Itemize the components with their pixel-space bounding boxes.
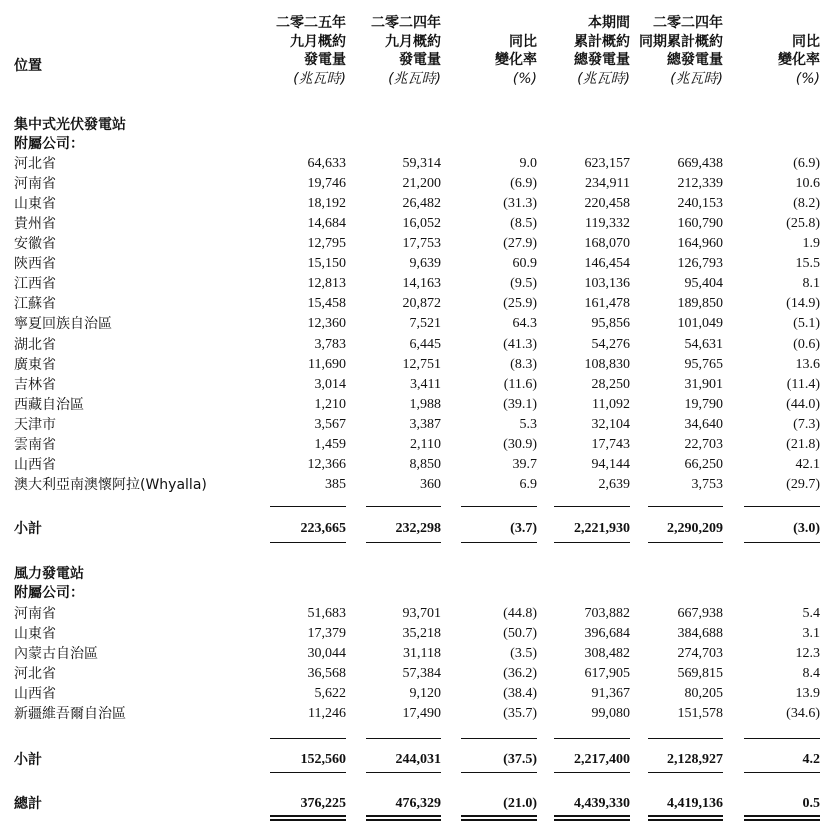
- value-cell: 3,783: [314, 336, 346, 352]
- value-cell: 703,882: [584, 606, 630, 621]
- row-location: 湖北省: [14, 336, 56, 353]
- value-cell: (35.7): [503, 706, 537, 721]
- value-cell: (25.9): [503, 296, 537, 312]
- value-cell: 164,960: [677, 236, 723, 252]
- value-cell: 6.9: [519, 476, 537, 492]
- value-cell: 12,360: [307, 316, 346, 332]
- table-row: [0, 314, 834, 334]
- value-cell: (41.3): [503, 336, 537, 352]
- value-cell: 1.9: [802, 236, 820, 252]
- value-cell: 8,850: [409, 456, 441, 472]
- value-cell: 11,690: [308, 356, 346, 372]
- subtotal-label: 小計: [14, 521, 42, 537]
- table-row: [0, 604, 834, 624]
- location-header: 位置: [14, 58, 42, 74]
- value-cell: 12,366: [307, 456, 346, 472]
- section-title-solar: 集中式光伏發電站: [14, 117, 126, 133]
- table-row: [0, 395, 834, 415]
- rule-line: [744, 815, 820, 817]
- value-cell: (36.2): [503, 666, 537, 681]
- rule-line: [648, 542, 723, 543]
- table-row: [0, 624, 834, 644]
- row-location: 內蒙古自治區: [14, 646, 98, 662]
- row-location: 山東省: [14, 196, 56, 213]
- table-row: [0, 684, 834, 704]
- rule-line: [744, 772, 820, 773]
- rule-line: [461, 815, 537, 817]
- value-cell: 5.3: [519, 416, 537, 432]
- rule-line: [648, 815, 723, 817]
- rule-line: [744, 506, 820, 507]
- value-cell: 103,136: [584, 276, 630, 292]
- value-cell: 60.9: [512, 256, 537, 272]
- value-cell: 95,404: [684, 276, 723, 292]
- row-location: 山西省: [14, 456, 56, 473]
- value-cell: 94,144: [591, 456, 630, 472]
- value-cell: 20,872: [402, 296, 441, 312]
- value-cell: 13.9: [795, 686, 820, 701]
- value-cell: 3.1: [802, 626, 820, 641]
- value-cell: 18,192: [307, 196, 346, 212]
- value-cell: 223,665: [300, 521, 346, 536]
- value-cell: 9,639: [409, 256, 441, 272]
- value-cell: 234,911: [585, 176, 630, 192]
- row-location: 寧夏回族自治區: [14, 316, 112, 333]
- value-cell: (21.0): [503, 796, 537, 811]
- value-cell: 4.2: [802, 752, 820, 767]
- value-cell: 152,560: [300, 752, 346, 767]
- header-col-sep-2025: 二零二五年 九月概約 發電量 (兆瓦時): [276, 15, 346, 87]
- value-cell: 101,049: [677, 316, 723, 332]
- rule-line: [366, 542, 441, 543]
- value-cell: 220,458: [584, 196, 630, 212]
- value-cell: (3.0): [793, 521, 820, 536]
- value-cell: (5.1): [793, 316, 820, 332]
- table-row: [0, 174, 834, 194]
- value-cell: 32,104: [591, 416, 630, 432]
- value-cell: 168,070: [584, 236, 630, 252]
- unit-label: (兆瓦時): [670, 70, 723, 87]
- value-cell: 12,795: [307, 236, 346, 252]
- rule-line: [366, 815, 441, 817]
- value-cell: 15.5: [795, 256, 820, 272]
- value-cell: 34,640: [684, 416, 723, 432]
- value-cell: 376,225: [300, 796, 346, 811]
- value-cell: (30.9): [503, 436, 537, 452]
- value-cell: 3,753: [691, 476, 723, 492]
- rule-line: [461, 738, 537, 739]
- table-row: [0, 375, 834, 395]
- rule-line: [270, 819, 346, 821]
- value-cell: 93,701: [402, 606, 441, 621]
- value-cell: 17,753: [402, 236, 441, 252]
- value-cell: 19,746: [307, 176, 346, 192]
- value-cell: (29.7): [786, 476, 820, 492]
- rule-line: [461, 772, 537, 773]
- rule-line: [270, 506, 346, 507]
- value-cell: 14,684: [307, 216, 346, 232]
- rule-line: [648, 506, 723, 507]
- total-label: 總計: [14, 796, 42, 812]
- table-row: [0, 435, 834, 455]
- rule-line: [744, 738, 820, 739]
- row-location: 廣東省: [14, 356, 56, 373]
- value-cell: 617,905: [584, 666, 630, 681]
- row-location: 河南省: [14, 176, 56, 193]
- value-cell: 22,703: [684, 436, 723, 452]
- section-subtitle-wind: 附屬公司：: [14, 585, 84, 601]
- table-row: [0, 194, 834, 214]
- section-subtitle-solar: 附屬公司：: [14, 136, 84, 152]
- header-col-sep-2024: 二零二四年 九月概約 發電量 (兆瓦時): [371, 15, 441, 87]
- value-cell: 14,163: [402, 276, 441, 292]
- row-location: 河北省: [14, 666, 56, 682]
- value-cell: 160,790: [677, 216, 723, 232]
- row-location: 貴州省: [14, 216, 56, 233]
- value-cell: 51,683: [307, 606, 346, 621]
- row-location: 江蘇省: [14, 296, 56, 313]
- rule-line: [270, 738, 346, 739]
- value-cell: 4,419,136: [667, 796, 723, 811]
- rule-line: [648, 738, 723, 739]
- value-cell: (8.5): [510, 216, 537, 232]
- header-col-ytd-2024: 二零二四年 同期累計概約 總發電量 (兆瓦時): [639, 15, 723, 87]
- table-row: [0, 355, 834, 375]
- table-row: [0, 644, 834, 664]
- value-cell: (8.3): [510, 356, 537, 372]
- value-cell: 274,703: [677, 646, 723, 661]
- value-cell: (50.7): [503, 626, 537, 641]
- rule-line: [270, 815, 346, 817]
- value-cell: 12,813: [307, 276, 346, 292]
- value-cell: (11.4): [786, 376, 820, 392]
- table-row: [0, 274, 834, 294]
- value-cell: 2,639: [598, 476, 630, 492]
- value-cell: 232,298: [395, 521, 441, 536]
- unit-label: (兆瓦時): [388, 70, 441, 87]
- value-cell: 28,250: [591, 376, 630, 392]
- value-cell: (39.1): [503, 396, 537, 412]
- value-cell: 95,765: [684, 356, 723, 372]
- value-cell: 11,246: [308, 706, 346, 721]
- value-cell: (14.9): [786, 296, 820, 312]
- value-cell: 39.7: [512, 456, 537, 472]
- value-cell: (8.2): [793, 196, 820, 212]
- value-cell: (6.9): [793, 156, 820, 171]
- value-cell: 54,276: [591, 336, 630, 352]
- table-row: [0, 455, 834, 475]
- table-row: [0, 704, 834, 724]
- value-cell: 669,438: [677, 156, 723, 171]
- value-cell: 80,205: [684, 686, 723, 701]
- rule-line: [554, 542, 630, 543]
- value-cell: 2,217,400: [574, 752, 630, 767]
- value-cell: 396,684: [584, 626, 630, 641]
- value-cell: 9,120: [409, 686, 441, 701]
- value-cell: 2,110: [410, 436, 441, 452]
- unit-label: (%): [795, 70, 820, 87]
- value-cell: 4,439,330: [574, 796, 630, 811]
- value-cell: 26,482: [402, 196, 441, 212]
- rule-line: [744, 542, 820, 543]
- subtotal-label: 小計: [14, 752, 42, 768]
- value-cell: 16,052: [402, 216, 441, 232]
- table-row: [0, 664, 834, 684]
- row-location: 天津市: [14, 416, 56, 433]
- table-row: [0, 214, 834, 234]
- value-cell: 31,901: [684, 376, 723, 392]
- rule-line: [270, 542, 346, 543]
- value-cell: 64.3: [512, 316, 537, 332]
- value-cell: 42.1: [795, 456, 820, 472]
- value-cell: 17,743: [591, 436, 630, 452]
- row-location: 新疆維吾爾自治區: [14, 706, 126, 722]
- value-cell: 667,938: [677, 606, 723, 621]
- value-cell: 8.4: [802, 666, 820, 681]
- value-cell: (27.9): [503, 236, 537, 252]
- row-location: 西藏自治區: [14, 396, 84, 413]
- rule-line: [366, 738, 441, 739]
- rule-line: [461, 506, 537, 507]
- header-col-yoy-ytd: 同比 變化率 (%): [778, 33, 820, 87]
- value-cell: 5,622: [314, 686, 346, 701]
- value-cell: 15,458: [307, 296, 346, 312]
- value-cell: 569,815: [677, 666, 723, 681]
- rule-line: [366, 772, 441, 773]
- row-location: 吉林省: [14, 376, 56, 393]
- rule-line: [270, 772, 346, 773]
- value-cell: 12.3: [795, 646, 820, 661]
- wind-subtotal-row: [0, 750, 834, 770]
- row-location: 陝西省: [14, 256, 56, 273]
- row-location: 河北省: [14, 156, 56, 172]
- value-cell: 5.4: [802, 606, 820, 621]
- unit-label: (兆瓦時): [293, 70, 346, 87]
- value-cell: 31,118: [403, 646, 441, 661]
- value-cell: 384,688: [677, 626, 723, 641]
- value-cell: 1,459: [314, 436, 346, 452]
- value-cell: (0.6): [793, 336, 820, 352]
- value-cell: 12,751: [402, 356, 441, 372]
- value-cell: 0.5: [802, 796, 820, 811]
- value-cell: (37.5): [503, 752, 537, 767]
- table-row: [0, 415, 834, 435]
- value-cell: (31.3): [503, 196, 537, 212]
- rule-line: [366, 506, 441, 507]
- header-col-ytd-2025: 本期間 累計概約 總發電量 (兆瓦時): [574, 15, 630, 87]
- section-title-wind: 風力發電站: [14, 566, 84, 582]
- value-cell: (6.9): [510, 176, 537, 192]
- value-cell: 108,830: [584, 356, 630, 372]
- value-cell: 360: [420, 476, 441, 492]
- rule-line: [461, 542, 537, 543]
- rule-line: [554, 819, 630, 821]
- value-cell: (44.8): [503, 606, 537, 621]
- rule-line: [744, 819, 820, 821]
- value-cell: 126,793: [677, 256, 723, 272]
- value-cell: 3,014: [314, 376, 346, 392]
- rule-line: [554, 738, 630, 739]
- header-col-yoy-month: 同比 變化率 (%): [495, 33, 537, 87]
- value-cell: 21,200: [402, 176, 441, 192]
- value-cell: 57,384: [402, 666, 441, 681]
- value-cell: 161,478: [584, 296, 630, 312]
- value-cell: 66,250: [684, 456, 723, 472]
- value-cell: 8.1: [802, 276, 820, 292]
- rule-line: [554, 815, 630, 817]
- row-location: 山東省: [14, 626, 56, 642]
- value-cell: 17,379: [307, 626, 346, 641]
- table-row: [0, 294, 834, 314]
- rule-line: [648, 819, 723, 821]
- value-cell: 13.6: [795, 356, 820, 372]
- value-cell: (44.0): [786, 396, 820, 412]
- value-cell: (7.3): [793, 416, 820, 432]
- row-location: 雲南省: [14, 436, 56, 453]
- value-cell: 36,568: [307, 666, 346, 681]
- value-cell: 3,567: [314, 416, 346, 432]
- value-cell: 151,578: [677, 706, 723, 721]
- value-cell: 91,367: [591, 686, 630, 701]
- value-cell: 146,454: [584, 256, 630, 272]
- value-cell: 240,153: [677, 196, 723, 212]
- value-cell: 476,329: [395, 796, 441, 811]
- value-cell: 385: [325, 476, 346, 492]
- row-location: 河南省: [14, 606, 56, 622]
- value-cell: (9.5): [510, 276, 537, 292]
- value-cell: (21.8): [786, 436, 820, 452]
- unit-label: (兆瓦時): [577, 70, 630, 87]
- table-row: [0, 475, 834, 495]
- value-cell: 2,221,930: [574, 521, 630, 536]
- value-cell: 3,411: [410, 376, 441, 392]
- value-cell: 30,044: [307, 646, 346, 661]
- value-cell: 623,157: [584, 156, 630, 171]
- value-cell: 6,445: [409, 336, 441, 352]
- value-cell: 189,850: [677, 296, 723, 312]
- rule-line: [366, 819, 441, 821]
- value-cell: 2,128,927: [667, 752, 723, 767]
- value-cell: 95,856: [591, 316, 630, 332]
- value-cell: (25.8): [786, 216, 820, 232]
- value-cell: 17,490: [402, 706, 441, 721]
- value-cell: 1,988: [409, 396, 441, 412]
- value-cell: 15,150: [307, 256, 346, 272]
- value-cell: (3.7): [510, 521, 537, 536]
- grand-total-row: [0, 794, 834, 814]
- row-location: 江西省: [14, 276, 56, 293]
- value-cell: (11.6): [503, 376, 537, 392]
- unit-label: (%): [512, 70, 537, 87]
- value-cell: (34.6): [786, 706, 820, 721]
- value-cell: 10.6: [795, 176, 820, 192]
- rule-line: [554, 506, 630, 507]
- row-location: 安徽省: [14, 236, 56, 253]
- value-cell: 54,631: [684, 336, 723, 352]
- row-location: 澳大利亞南澳懷阿拉(Whyalla): [14, 476, 207, 493]
- value-cell: 7,521: [409, 316, 441, 332]
- value-cell: 35,218: [402, 626, 441, 641]
- value-cell: 1,210: [314, 396, 346, 412]
- value-cell: 244,031: [395, 752, 441, 767]
- value-cell: 308,482: [584, 646, 630, 661]
- table-row: [0, 234, 834, 254]
- value-cell: (38.4): [503, 686, 537, 701]
- value-cell: 3,387: [409, 416, 441, 432]
- table-row: [0, 335, 834, 355]
- solar-subtotal-row: [0, 519, 834, 539]
- table-row: [0, 254, 834, 274]
- value-cell: 119,332: [585, 216, 630, 232]
- value-cell: 64,633: [307, 156, 346, 171]
- value-cell: (3.5): [510, 646, 537, 661]
- value-cell: 9.0: [519, 156, 537, 171]
- value-cell: 99,080: [591, 706, 630, 721]
- value-cell: 2,290,209: [667, 521, 723, 536]
- value-cell: 212,339: [677, 176, 723, 192]
- value-cell: 19,790: [684, 396, 723, 412]
- rule-line: [461, 819, 537, 821]
- rule-line: [648, 772, 723, 773]
- table-row: [0, 154, 834, 174]
- value-cell: 59,314: [402, 156, 441, 171]
- row-location: 山西省: [14, 686, 56, 702]
- rule-line: [554, 772, 630, 773]
- value-cell: 11,092: [592, 396, 630, 412]
